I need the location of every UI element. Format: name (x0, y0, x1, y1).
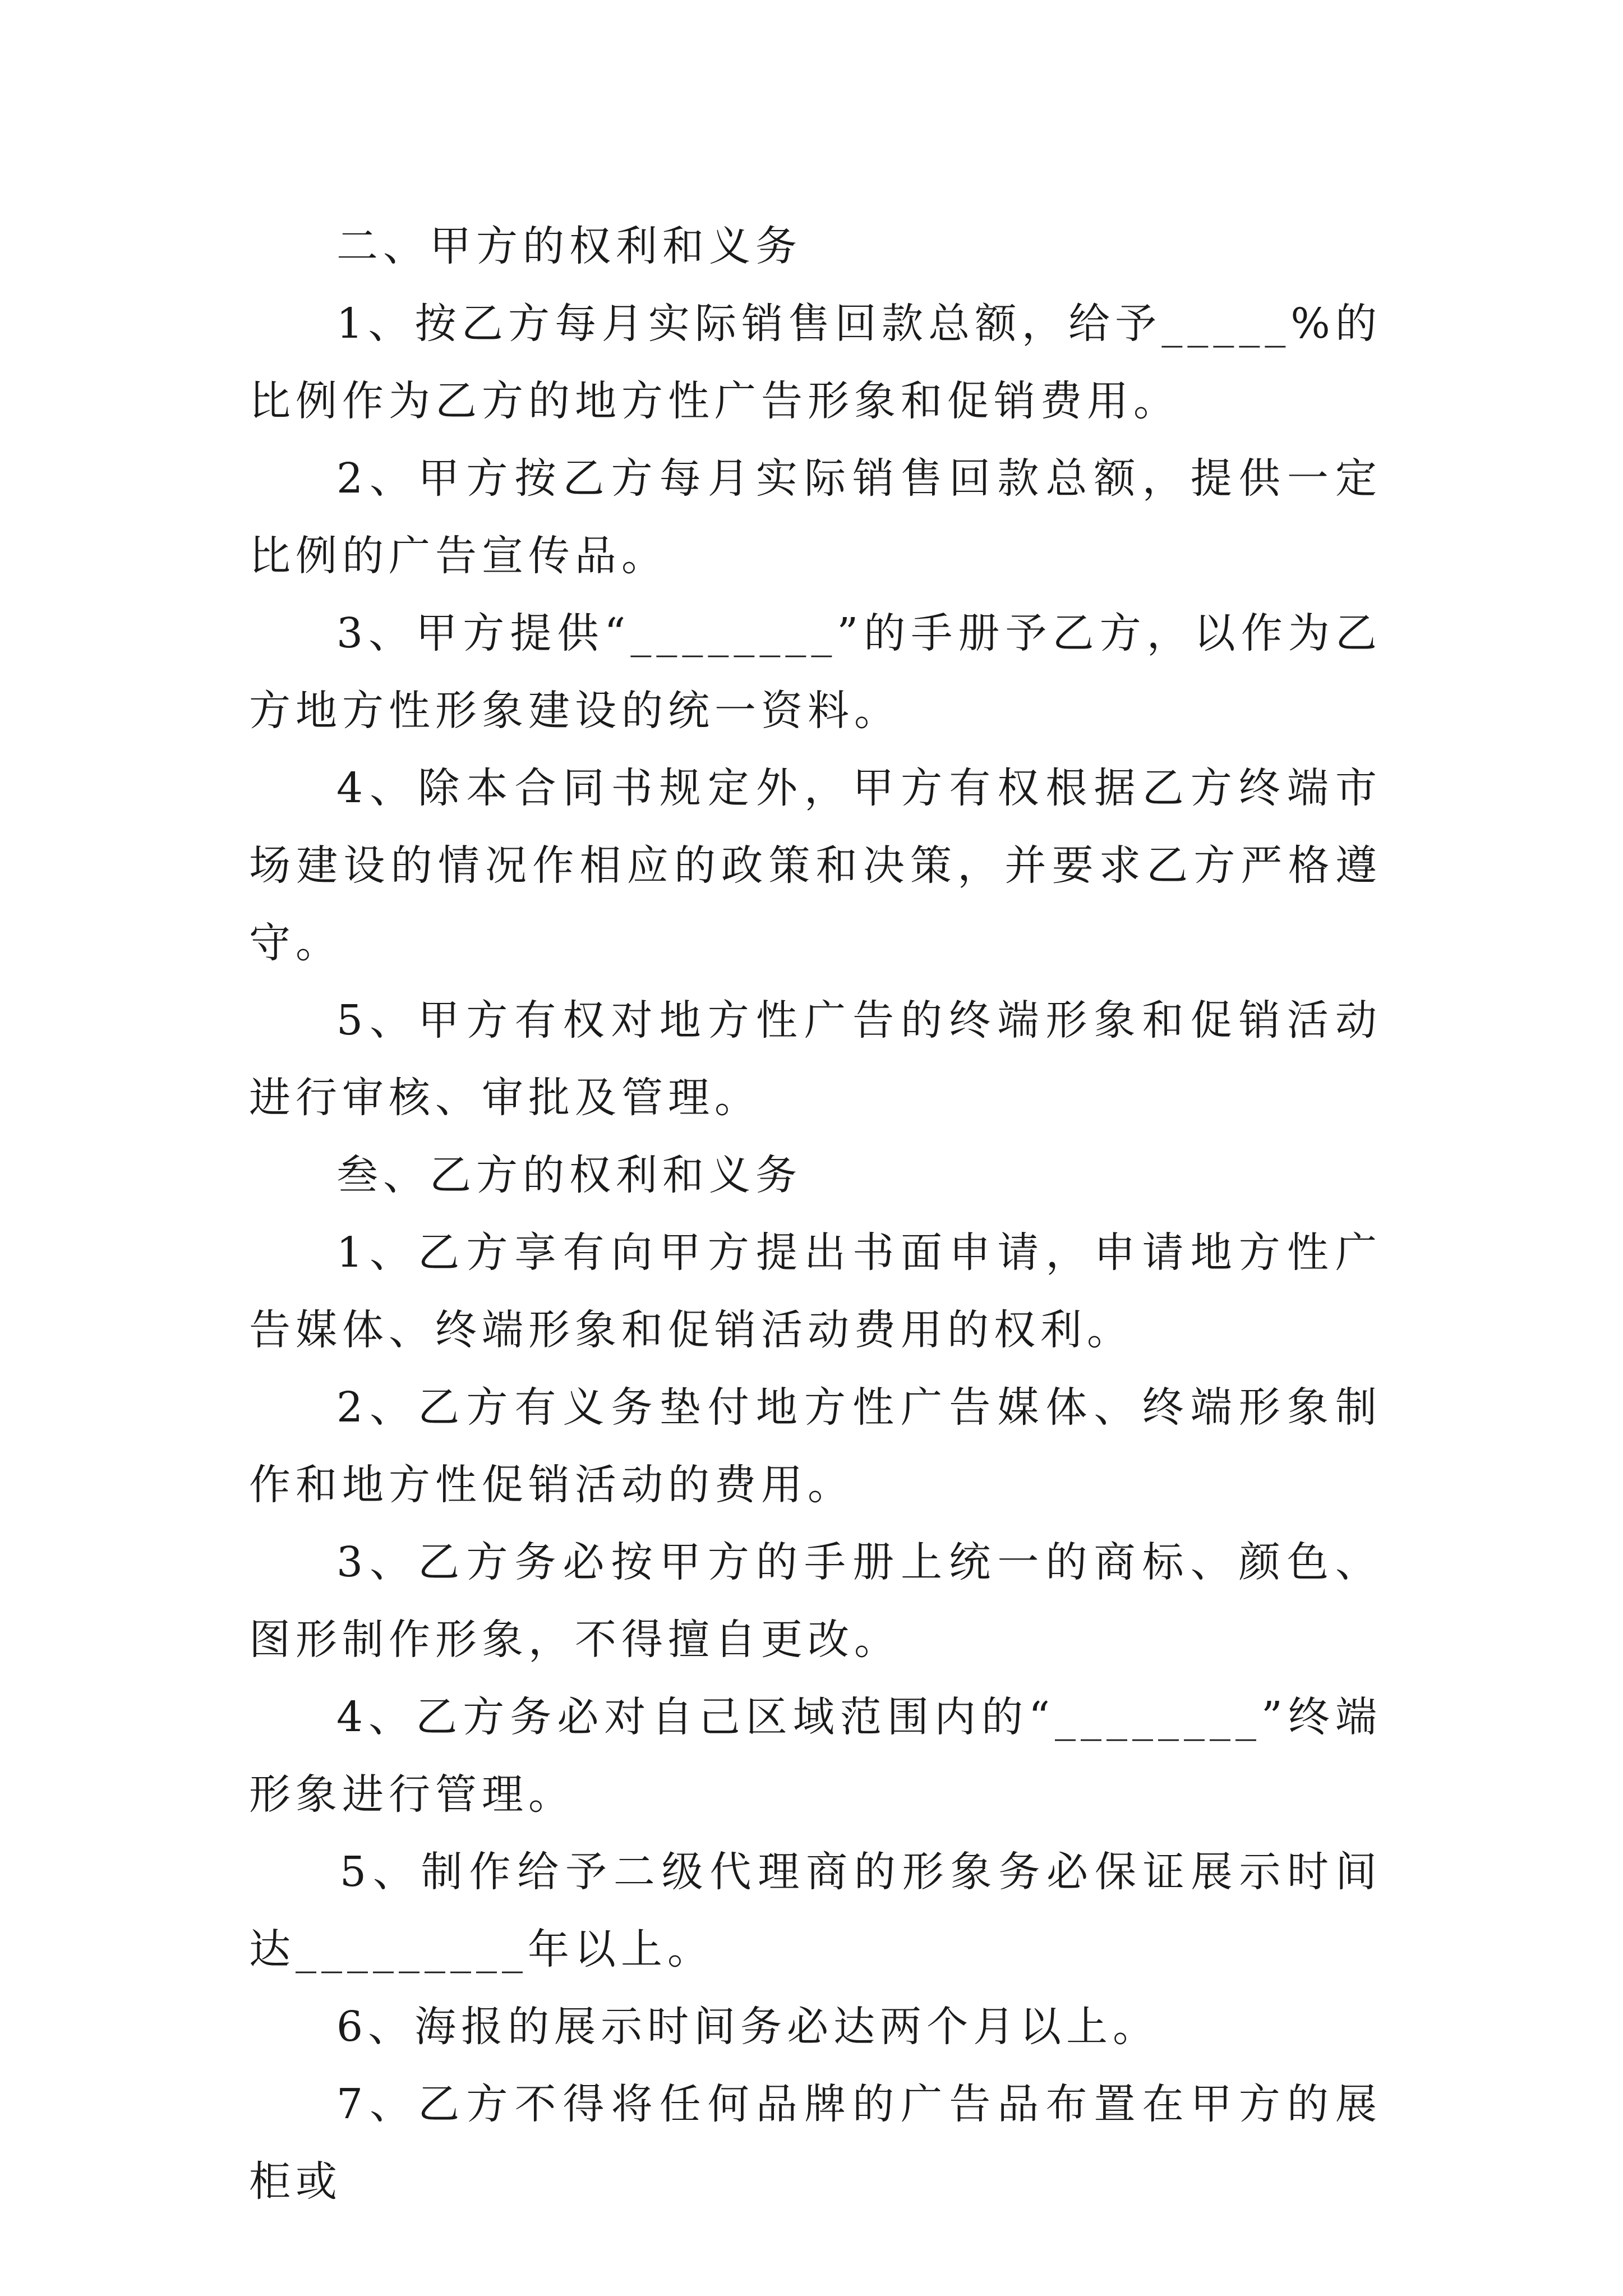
clause-paragraph: 3、乙方务必按甲方的手册上统一的商标、颜色、图形制作形象，不得擅自更改。 (249, 1538, 1382, 1664)
document-body (249, 208, 1382, 2220)
section-heading-party-a: 二、甲方的权利和义务 (336, 222, 802, 270)
clause-paragraph: 4、除本合同书规定外，甲方有权根据乙方终端市场建设的情况作相应的政策和决策，并要求乙方严格遵守。 (249, 764, 1382, 967)
clause-paragraph: 1、按乙方每月实际销售回款总额，给予_____%的比例作为乙方的地方性广告形象和促销费用。 (249, 300, 1382, 425)
clause-paragraph-truncated: 7、乙方不得将任何品牌的广告品布置在甲方的展柜或 (249, 2080, 1382, 2206)
clause-paragraph: 5、甲方有权对地方性广告的终端形象和促销活动进行审核、审批及管理。 (249, 996, 1382, 1122)
clause-paragraph: 4、乙方务必对自己区域范围内的“________”终端形象进行管理。 (249, 1693, 1382, 1819)
clause-paragraph: 6、海报的展示时间务必达两个月以上。 (336, 2003, 1160, 2051)
clause-paragraph: 5、制作给予二级代理商的形象务必保证展示时间达_________年以上。 (249, 1848, 1382, 1973)
section-heading-party-b: 叁、乙方的权利和义务 (336, 1151, 802, 1199)
clause-paragraph: 1、乙方享有向甲方提出书面申请，申请地方性广告媒体、终端形象和促销活动费用的权利。 (249, 1228, 1382, 1354)
clause-paragraph: 2、乙方有义务垫付地方性广告媒体、终端形象制作和地方性促销活动的费用。 (249, 1383, 1382, 1509)
clause-paragraph: 2、甲方按乙方每月实际销售回款总额，提供一定比例的广告宣传品。 (249, 454, 1382, 580)
clause-paragraph: 3、甲方提供“________”的手册予乙方，以作为乙方地方性形象建设的统一资料。 (249, 609, 1382, 735)
